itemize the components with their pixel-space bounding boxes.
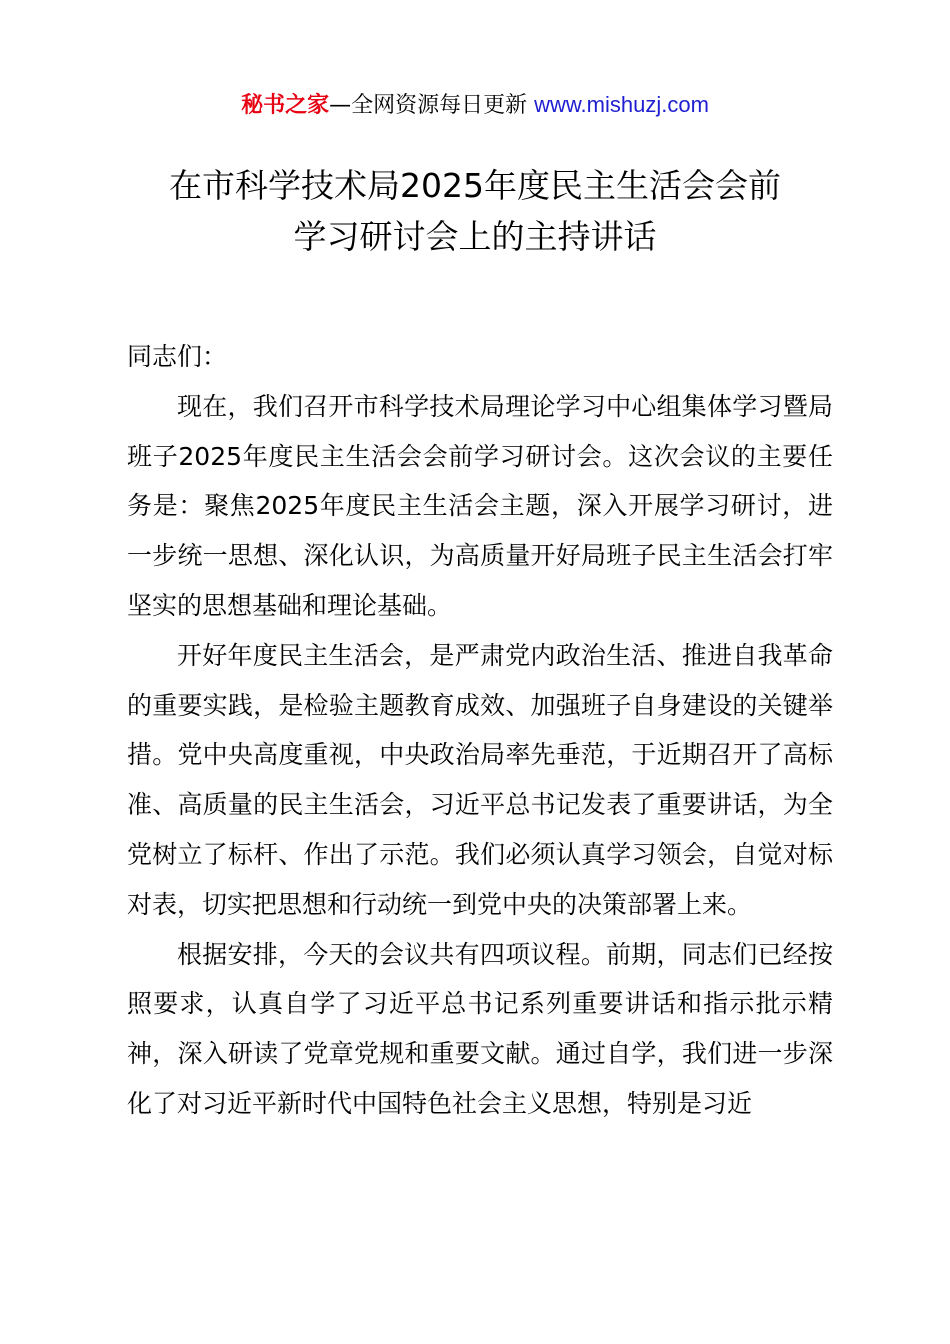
paragraph-3: 根据安排，今天的会议共有四项议程。前期，同志们已经按照要求，认真自学了习近平总书记系列重要讲话和指示批示精神，深入研读了党章党规和重要文献。通过自学，我们进一步深化了对习近平新时代中国特色社会主义思想，特别是习近 [127, 939, 833, 1118]
document-body [127, 332, 833, 1129]
header-tagline: —全网资源每日更新 [329, 93, 528, 118]
paragraph-1: 现在，我们召开市科学技术局理论学习中心组集体学习暨局班子2025年度民主生活会会前学习研讨会。这次会议的主要任务是：聚焦2025年度民主生活会主题，深入开展学习研讨，进一步统一思想、深化认识，为高质量开好局班子民主生活会打牢坚实的思想基础和理论基础。 [127, 391, 833, 620]
title-line-2: 学习研讨会上的主持讲话 [293, 217, 657, 256]
site-url-link[interactable]: www.mishuzj.com [534, 92, 709, 117]
document-title [0, 160, 950, 262]
site-header [0, 88, 950, 123]
salutation: 同志们： [127, 342, 228, 371]
paragraph-2: 开好年度民主生活会，是严肃党内政治生活、推进自我革命的重要实践，是检验主题教育成效、加强班子自身建设的关键举措。党中央高度重视，中央政治局率先垂范，于近期召开了高标准、高质量的民主生活会，习近平总书记发表了重要讲话，为全党树立了标杆、作出了示范。我们必须认真学习领会，自觉对标对表，切实把思想和行动统一到党中央的决策部署上来。 [127, 640, 833, 919]
title-line-1: 在市科学技术局2025年度民主生活会会前 [169, 166, 781, 205]
brand-name: 秘书之家 [241, 93, 330, 118]
